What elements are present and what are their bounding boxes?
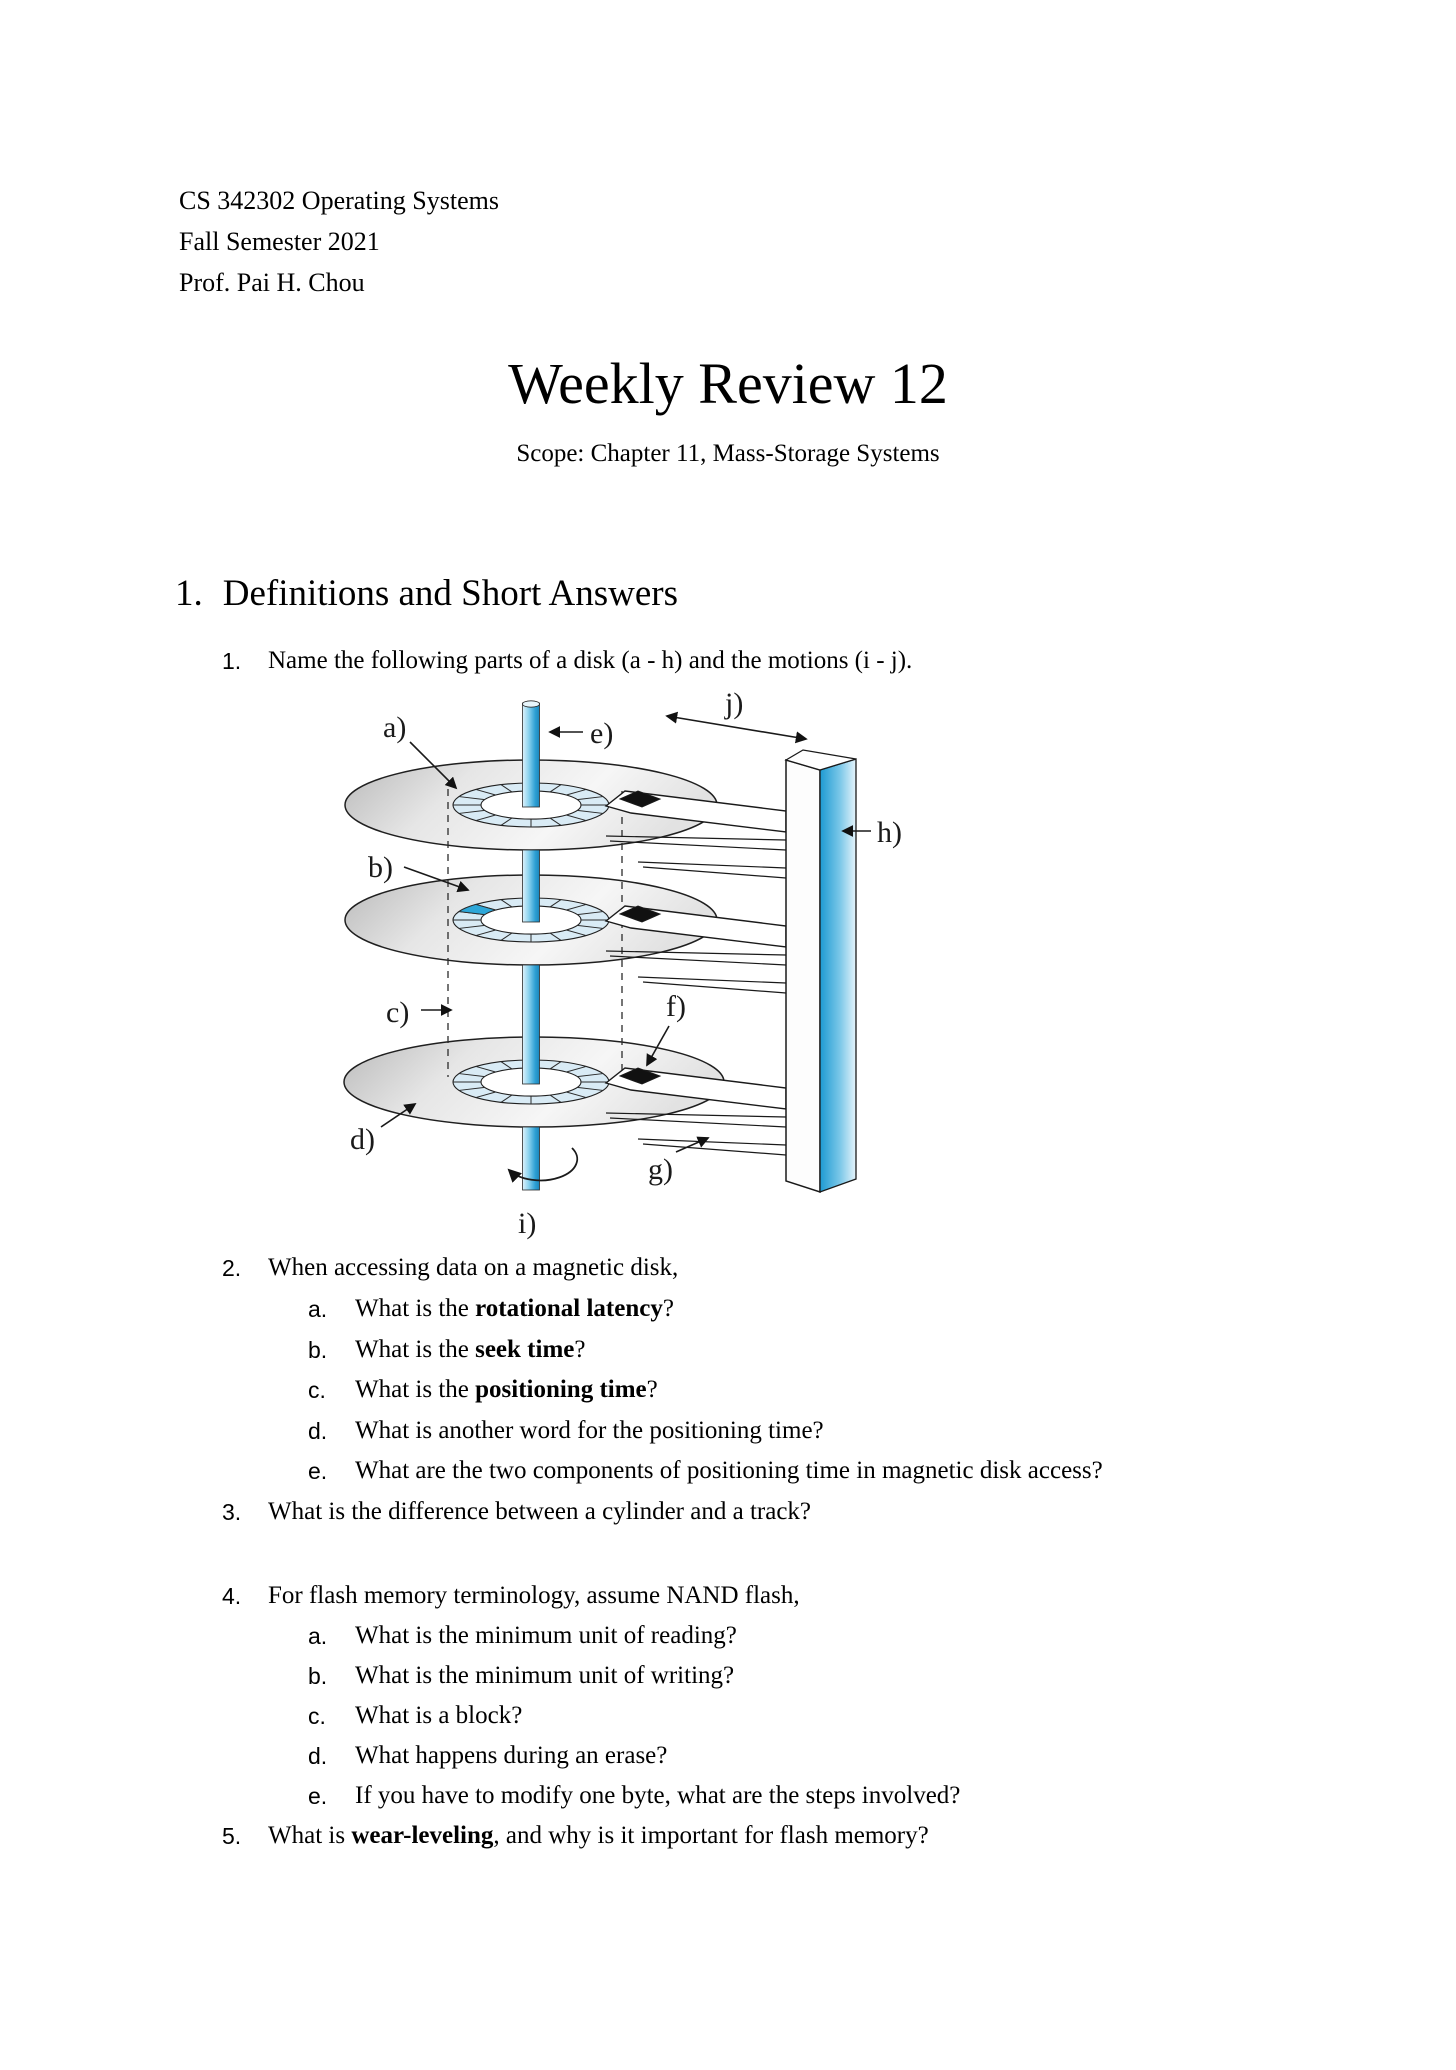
question-text [268, 1821, 929, 1851]
diagram-label-h: h) [877, 816, 902, 849]
text-post: ? [646, 1376, 658, 1403]
diagram-label-f: f) [666, 990, 686, 1023]
question-text [268, 1497, 811, 1527]
list-marker: b. [308, 1663, 328, 1689]
question-text [268, 1253, 678, 1283]
question-text [355, 1335, 586, 1365]
diagram-label-a: a) [383, 711, 407, 744]
question-text [355, 1741, 667, 1771]
list-marker: e. [308, 1783, 328, 1809]
spindle-cap [523, 701, 540, 707]
text-pre: What is the [355, 1376, 476, 1403]
arrow-g [676, 1138, 708, 1152]
list-marker: b. [308, 1337, 328, 1363]
text-post: ? [574, 1336, 586, 1363]
text-bold: positioning time [475, 1376, 647, 1403]
course-header [179, 180, 499, 303]
list-marker: e. [308, 1458, 328, 1484]
text-pre: If you have to modify one byte, what are the steps involved? [355, 1782, 961, 1809]
diagram-label-j: j) [725, 690, 744, 720]
list-marker: 1. [222, 648, 242, 674]
text-pre: What is [268, 1822, 352, 1849]
disk-diagram [335, 690, 915, 1260]
list-marker: c. [308, 1377, 326, 1403]
list-marker: 5. [222, 1823, 242, 1849]
scope-line: Scope: Chapter 11, Mass-Storage Systems [516, 440, 940, 467]
professor: Prof. Pai H. Chou [179, 268, 365, 297]
list-marker: d. [308, 1418, 328, 1444]
diagram-label-b: b) [368, 851, 393, 884]
section-heading [175, 572, 678, 615]
question-text [355, 1621, 737, 1651]
text-post: ? [662, 1295, 674, 1322]
diagram-label-i: i) [518, 1207, 537, 1240]
text-bold: rotational latency [475, 1295, 663, 1322]
section-title: Definitions and Short Answers [222, 573, 679, 614]
text-pre: What is the minimum unit of writing? [355, 1662, 735, 1689]
text-pre: What is the [355, 1295, 476, 1322]
text-pre: What is the [355, 1336, 476, 1363]
course-title: CS 342302 Operating Systems [179, 186, 499, 215]
question-text [355, 1781, 960, 1811]
diagram-label-c: c) [386, 996, 410, 1029]
page-title: Weekly Review 12 [508, 351, 948, 416]
section-number: 1. [175, 573, 203, 614]
list-marker: d. [308, 1743, 328, 1769]
text-post: , and why is it important for flash memory? [493, 1822, 929, 1849]
list-marker: 3. [222, 1499, 242, 1525]
question-text [355, 1416, 824, 1446]
question-1-text: Name the following parts of a disk (a - h) and the motions (i - j). [268, 647, 913, 674]
actuator-side [820, 759, 856, 1192]
list-marker: a. [308, 1296, 328, 1322]
list-marker: a. [308, 1623, 328, 1649]
question-text [355, 1456, 1103, 1486]
text-pre: What is the minimum unit of reading? [355, 1622, 737, 1649]
diagram-label-e: e) [590, 717, 614, 750]
text-pre: What is a block? [355, 1702, 523, 1729]
question-text [355, 1701, 522, 1731]
question-3-text: What is the difference between a cylinder and a track? [268, 1498, 812, 1525]
question-text [355, 1294, 674, 1324]
question-text [268, 1581, 800, 1611]
list-marker: c. [308, 1703, 326, 1729]
diagram-label-g: g) [648, 1153, 673, 1186]
text-pre: What happens during an erase? [355, 1742, 668, 1769]
text-pre: What are the two components of positioning time in magnetic disk access? [355, 1457, 1103, 1484]
text-pre: What is another word for the positioning time? [355, 1417, 824, 1444]
list-marker: 4. [222, 1583, 242, 1609]
actuator-column [786, 750, 856, 1192]
question-text [355, 1375, 658, 1405]
list-marker: 2. [222, 1255, 242, 1281]
text-bold: wear-leveling [351, 1822, 494, 1849]
text-bold: seek time [475, 1336, 575, 1363]
question-text [355, 1661, 734, 1691]
question-text [268, 646, 912, 676]
rotation-arrow [509, 1148, 577, 1180]
diagram-label-d: d) [350, 1123, 375, 1156]
question-4-text: For flash memory terminology, assume NAND flash, [268, 1582, 800, 1609]
actuator-front [786, 760, 820, 1192]
question-2-text: When accessing data on a magnetic disk, [268, 1254, 679, 1281]
semester: Fall Semester 2021 [179, 227, 380, 256]
